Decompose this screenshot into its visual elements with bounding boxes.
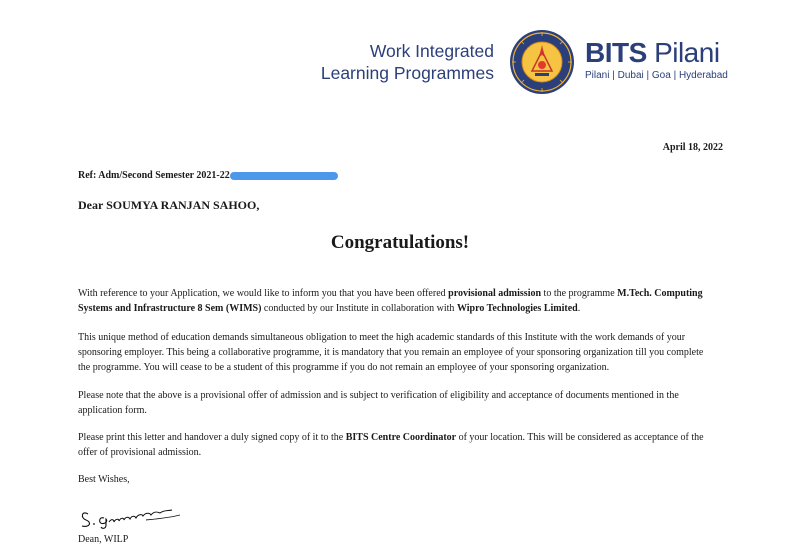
brand-rest: Pilani (654, 37, 720, 68)
salutation: Dear SOUMYA RANJAN SAHOO, (78, 198, 260, 212)
p1-programme-name: M.Tech. Computing Systems and Infrastructure 8 Sem (WIMS) (78, 288, 703, 314)
programme-line-2: Learning Programmes (320, 63, 494, 83)
p1-provisional-admission: provisional admission (448, 288, 542, 299)
paragraph-offer (78, 286, 718, 316)
signer-title: Dean, WILP (78, 534, 129, 545)
paragraph-acceptance (78, 430, 718, 460)
p1-text-c: to the programme (541, 288, 618, 299)
paragraph-obligation: This unique method of education demands simultaneous obligation to meet the high academic standards of this Institute with the work demands of your sponsoring employer. This being a collaborative programme, it is mandatory that you remain an employee of your sponsoring organization till you complete the programme. You will cease to be a student of this programme if you do not remain an employee of your sponsoring organization. (78, 332, 704, 373)
redaction-mark (230, 172, 338, 180)
letter-date: April 18, 2022 (662, 142, 723, 153)
campus-list: Pilani | Dubai | Goa | Hyderabad (585, 70, 728, 81)
brand-name (585, 38, 728, 68)
p4-text-c: of your location. This will be considered as acceptance of the offer of provisional admission. (78, 432, 704, 458)
p1-text-a: With reference to your Application, we would like to inform you that you have been offered (78, 288, 449, 299)
brand-bold: BITS (585, 37, 647, 68)
p1-text-g: . (577, 303, 581, 314)
p1-text-e: conducted by our Institute in collaboration with (261, 303, 457, 314)
paragraph-provisional-note: Please note that the above is a provisional offer of admission and is subject to verification of eligibility and acceptance of documents mentioned in the application form. (78, 390, 679, 416)
p4-centre-coordinator: BITS Centre Coordinator (345, 432, 457, 443)
signature-icon (76, 500, 186, 532)
reference-line (78, 170, 338, 181)
p4-text-a: Please print this letter and handover a duly signed copy of it to the (78, 432, 346, 443)
p1-employer-name: Wipro Technologies Limited (456, 303, 578, 314)
programme-name (321, 40, 494, 84)
letter-title: Congratulations! (330, 232, 470, 253)
bits-seal-icon (509, 29, 575, 95)
programme-line-1: Work Integrated (369, 41, 494, 61)
closing: Best Wishes, (78, 474, 130, 485)
bits-pilani-logo (585, 38, 728, 82)
reference-text: Ref: Adm/Second Semester 2021-22 (78, 170, 230, 181)
